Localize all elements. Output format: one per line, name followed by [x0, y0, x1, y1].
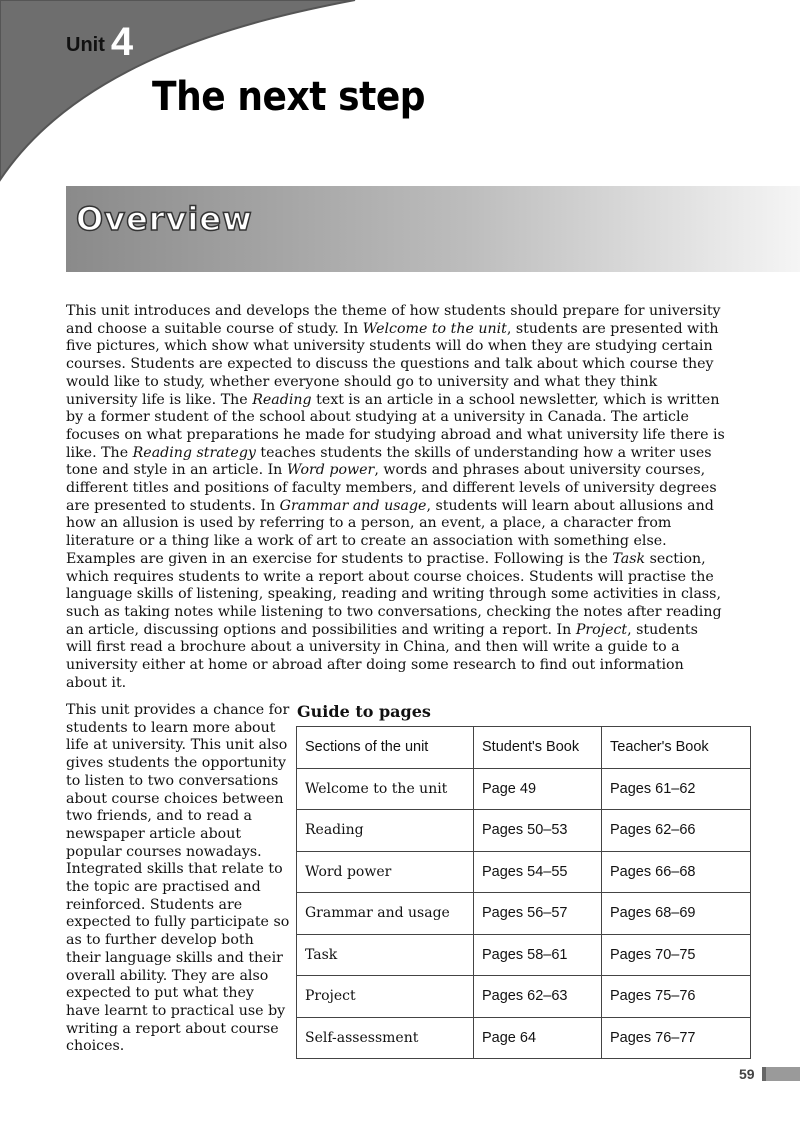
side-text: This unit provides a chance for students to learn more about life at university. This unit also gives students the opportunity to listen to two conversations about course choices between two friends, and to read a newspaper article about popular courses nowadays. Integrated skills that relate to the topic are practised and reinforced. Students are expected to fully participate so as to further develop both their language skills and their overall ability. They are also expected to put what they have learnt to practical use by writing a report about course choices. — [66, 702, 290, 1055]
page-number-bar-edge — [762, 1067, 766, 1081]
cell-students-book: Pages 56–57 — [474, 893, 602, 935]
intro-ref-welcome: Welcome to the unit — [362, 320, 507, 337]
intro-text: , students will learn about allusions and how an allusion is used by referring to a person, an event, a place, a character from literature or a thing like a work of art to create an association with something else. Examples are given in an exercise for students to practise. Following is the — [66, 497, 714, 567]
cell-students-book: Pages 58–61 — [474, 934, 602, 976]
header-teachers-book: Teacher's Book — [602, 727, 751, 769]
unit-title: The next step — [152, 74, 426, 120]
overview-intro-paragraph — [66, 303, 726, 692]
table-row — [297, 810, 751, 852]
guide-table-header — [297, 727, 751, 769]
table-row — [297, 851, 751, 893]
table-row — [297, 893, 751, 935]
cell-students-book: Page 64 — [474, 1017, 602, 1059]
cell-teachers-book: Pages 76–77 — [602, 1017, 751, 1059]
cell-students-book: Pages 62–63 — [474, 976, 602, 1018]
guide-table — [296, 726, 751, 1059]
cell-section: Word power — [297, 851, 474, 893]
cell-teachers-book: Pages 75–76 — [602, 976, 751, 1018]
table-row — [297, 976, 751, 1018]
cell-students-book: Page 49 — [474, 768, 602, 810]
guide-title: Guide to pages — [297, 702, 431, 721]
intro-ref-reading: Reading — [252, 391, 312, 408]
cell-teachers-book: Pages 61–62 — [602, 768, 751, 810]
cell-students-book: Pages 50–53 — [474, 810, 602, 852]
cell-teachers-book: Pages 66–68 — [602, 851, 751, 893]
page-number: 59 — [739, 1066, 755, 1082]
table-row — [297, 934, 751, 976]
intro-text: teaches students the skills of understanding how a writer uses tone and style in an article. In — [66, 444, 712, 479]
cell-section: Self-assessment — [297, 1017, 474, 1059]
cell-section: Project — [297, 976, 474, 1018]
intro-ref-project: Project — [575, 621, 628, 638]
intro-ref-word-power: Word power — [286, 462, 375, 479]
intro-text: text is an article in a school newsletter, which is written by a former student of the school about studying at a university in Canada. The article focuses on what preparations he made for studying abroad and what university life there is like. The — [66, 391, 725, 461]
cell-students-book: Pages 54–55 — [474, 851, 602, 893]
cell-section: Reading — [297, 810, 474, 852]
page-number-bar — [763, 1067, 800, 1081]
unit-word: Unit — [66, 34, 105, 56]
header-sections: Sections of the unit — [297, 727, 474, 769]
unit-number: 4 — [110, 20, 134, 64]
header-students-book: Student's Book — [474, 727, 602, 769]
table-row — [297, 768, 751, 810]
unit-label — [66, 20, 133, 65]
intro-text: This unit introduces and develops the theme of how students should prepare for university and choose a suitable course of study. In — [66, 303, 721, 337]
intro-text: , students will first read a brochure about a university in China, and then will write a guide to a university either at home or abroad after doing some research to find out information about it. — [66, 621, 698, 691]
intro-ref-reading-strategy: Reading strategy — [132, 444, 256, 461]
intro-text: section, which requires students to write a report about course choices. Students will practise the language skills of listening, speaking, reading and writing through some activities in class, such as taking notes while listening to two conversations, checking the notes after reading an article, discussing options and possibilities and writing a report. In — [66, 550, 722, 638]
cell-teachers-book: Pages 68–69 — [602, 893, 751, 935]
cell-teachers-book: Pages 62–66 — [602, 810, 751, 852]
intro-ref-grammar: Grammar and usage — [279, 497, 427, 514]
overview-heading: Overview — [76, 200, 253, 238]
table-row — [297, 1017, 751, 1059]
intro-text: , students are presented with five pictures, which show what university students will do when they are studying certain courses. Students are expected to discuss the questions and talk about which course they would like to study, whether everyone should go to university and what they think university life is like. The — [66, 320, 719, 408]
side-paragraph — [66, 702, 292, 1056]
cell-section: Welcome to the unit — [297, 768, 474, 810]
intro-ref-task: Task — [612, 550, 646, 567]
cell-section: Grammar and usage — [297, 893, 474, 935]
intro-text: , words and phrases about university courses, different titles and positions of faculty members, and different levels of university degrees are presented to students. In — [66, 462, 717, 514]
cell-section: Task — [297, 934, 474, 976]
cell-teachers-book: Pages 70–75 — [602, 934, 751, 976]
